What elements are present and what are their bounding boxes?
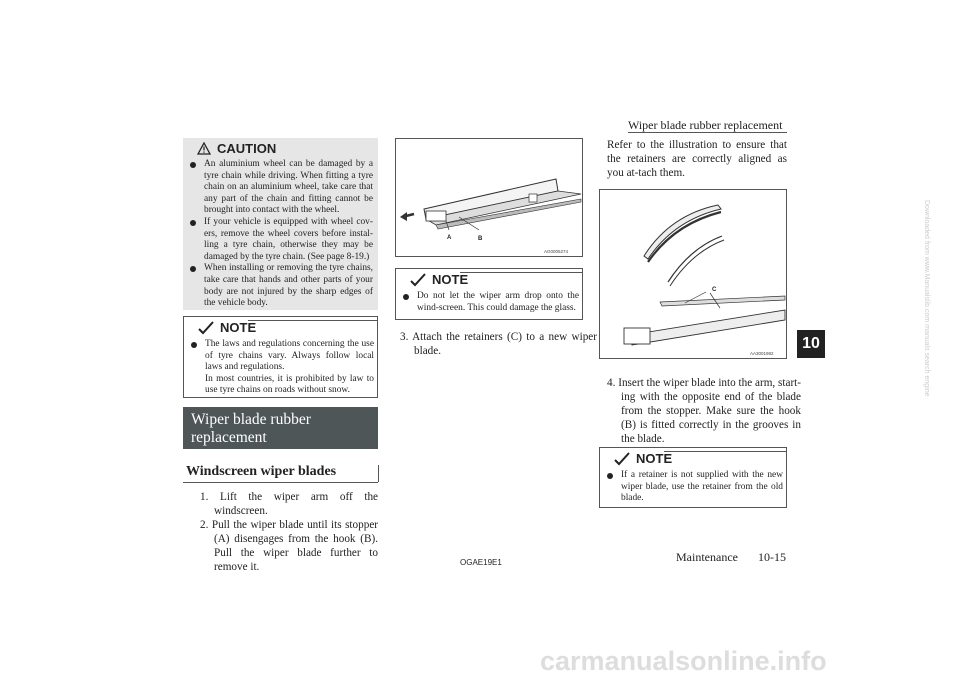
footer-page-number: 10-15: [758, 550, 786, 564]
note-heading-rule: [460, 272, 582, 273]
step-item: 3. Attach the retainers (C) to a new wiper blade.: [400, 331, 597, 357]
step-item: 1. Lift the wiper arm off the windscreen.: [200, 491, 379, 517]
step-item: 2. Pull the wiper blade until its stopper (A) disengages from the hook (B). Pull the wiper blade further to remove it.: [200, 519, 379, 573]
note-heading: NOTE: [198, 320, 256, 335]
side-watermark: Downloaded from www.Manualslib.com manuals search engine: [923, 200, 930, 397]
figure-retainers: [599, 189, 787, 359]
footer-code: OGAE19E1: [460, 558, 502, 567]
caution-box: [183, 138, 378, 310]
wiper-stopper-illustration: [396, 139, 582, 256]
note-item: Do not let the wiper arm drop onto the wind-screen. This could damage the glass.: [402, 291, 579, 314]
caution-item: When installing or removing the tyre chains, take care that hands and other parts of your body are not injured by the sharp edges of the vehicle body.: [189, 263, 373, 309]
footer-section: Maintenance: [676, 550, 738, 564]
figure-code: AG0005274: [544, 249, 569, 254]
note-box-tyre-chains: [183, 316, 378, 398]
note-box-wiper-arm: [395, 268, 583, 320]
label-c: C: [712, 287, 717, 293]
pencil-check-icon: [198, 321, 214, 335]
subsection-rule-end: [378, 465, 379, 482]
note-item: The laws and regulations concerning the use of tyre chains vary. Always follow local laws and regulations. In most countries, it is prohibited by law to use tyre chains on roads without snow.: [190, 339, 374, 397]
watermark: carmanualsonline.info: [540, 646, 827, 676]
caution-heading: CAUTION: [197, 141, 276, 156]
label-b: B: [478, 236, 483, 242]
note-box-retainer: [599, 447, 787, 508]
note-heading: NOTE: [410, 272, 468, 287]
subsection-title: Windscreen wiper blades: [186, 464, 337, 479]
caution-item: If your vehicle is equipped with wheel cov-ers, remove the wheel covers before instal-ling a tyre chain, otherwise they may be damaged by the tyre chain. (See page 8-19.): [189, 217, 373, 263]
subsection-rule: [183, 482, 378, 483]
note-heading-rule: [664, 451, 786, 452]
header-rule: [628, 132, 787, 133]
section-title: Wiper blade rubber replacement: [183, 407, 378, 449]
running-header: Wiper blade rubber replacement: [628, 118, 783, 132]
note-item: If a retainer is not supplied with the new wiper blade, use the retainer from the old blade.: [606, 470, 783, 505]
caution-item: An aluminium wheel can be damaged by a tyre chain while driving. When fitting a tyre chain on an aluminium wheel, take care that any part of the chain and fitting cannot be brought into contact with the wheel.: [189, 159, 373, 217]
pencil-check-icon: [614, 452, 630, 466]
note-heading: NOTE: [614, 451, 672, 466]
note-heading-rule: [248, 320, 377, 321]
figure-wiper-stopper: [395, 138, 583, 257]
pencil-check-icon: [410, 273, 426, 287]
label-a: A: [447, 235, 452, 241]
retainers-illustration: [600, 190, 786, 358]
step-item: 4. Insert the wiper blade into the arm, start-ing with the opposite end of the blade from the stopper. Make sure the hook (B) is fitted correctly in the grooves in the blade.: [607, 377, 802, 445]
warning-triangle-icon: [197, 142, 211, 155]
chapter-tab: 10: [797, 330, 825, 358]
figure-code: AA3001982: [750, 351, 774, 356]
retainer-intro: Refer to the illustration to ensure that the retainers are correctly aligned as you at-tach them.: [607, 139, 787, 179]
steps-list: [200, 490, 378, 574]
